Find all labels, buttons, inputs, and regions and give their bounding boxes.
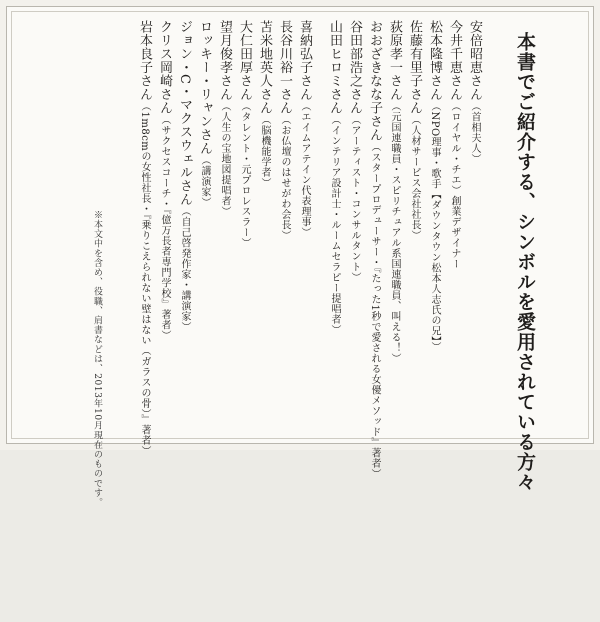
list-item-6 xyxy=(366,20,382,480)
person-name: クリス岡崎さん xyxy=(157,20,172,115)
person-description: （人材サービス会社社長） xyxy=(409,114,420,241)
person-description: （NPO理事・歌手【ダウンタウン松本人志氏の兄】） xyxy=(429,101,440,353)
person-description: （人生の宝地図提唱者） xyxy=(219,101,230,217)
list-item-1 xyxy=(466,20,482,432)
person-description: （首相夫人） xyxy=(469,101,480,164)
person-name: 喜納弘子さん xyxy=(297,20,312,101)
person-description: （お仏壇のはせがわ会長） xyxy=(279,114,290,241)
person-name: 苫米地英人さん xyxy=(257,20,272,115)
footnote: ※本文中を含め、役職、肩書などは、2013年10月現在のものです。 xyxy=(92,210,102,508)
person-name: 荻原孝一さん xyxy=(387,20,402,101)
list-item-15 xyxy=(176,20,192,432)
person-description: （1m8cmの女性社長・『乗りこえられない壁はない（ガラスの骨）』著者） xyxy=(139,101,150,457)
person-name: ロッキー・リャンさん xyxy=(197,20,212,155)
list-item-8 xyxy=(326,20,342,432)
person-name: 谷田部浩之さん xyxy=(347,20,362,115)
list-item-16 xyxy=(156,20,172,432)
list-item-3 xyxy=(426,20,442,432)
list-item-11 xyxy=(256,20,272,432)
list-item-13 xyxy=(216,20,232,432)
person-description: （インテリア設計士・ルームセラピー提唱者） xyxy=(329,114,340,335)
list-item-4 xyxy=(406,20,422,432)
person-name: 長谷川裕一さん xyxy=(277,20,292,115)
person-name: 山田ヒロミさん xyxy=(327,20,342,115)
list-item-10 xyxy=(276,20,292,432)
person-description: （アーティスト・コンサルタント） xyxy=(349,114,360,283)
list-item-12 xyxy=(236,20,252,432)
person-description: （元国連職員・スピリチュアル系国連職員、叫える！） xyxy=(389,101,400,364)
person-description: （講演家） xyxy=(199,155,210,208)
person-name: おおざきなな子さん xyxy=(367,20,382,142)
section-heading: 本書でご紹介する、シンボルを愛用されている方々 xyxy=(514,32,536,492)
person-name: ジョン・C・マクスウェルさん xyxy=(177,20,192,206)
person-name: 松本隆博さん xyxy=(427,20,442,101)
person-name: 今井千恵さん xyxy=(447,20,462,101)
person-name: 望月俊孝さん xyxy=(217,20,232,101)
list-item-17 xyxy=(136,20,152,457)
list-item-7 xyxy=(346,20,362,432)
list-item-14 xyxy=(196,20,212,432)
person-description: （サクセスコーチ・『億万長者専門学校』著者） xyxy=(159,114,170,341)
person-description: （自己啓発作家・講演家） xyxy=(179,205,190,332)
person-name: 安倍昭恵さん xyxy=(467,20,482,101)
person-description: （エイムアテイン代表理事） xyxy=(299,101,310,238)
list-item-2 xyxy=(446,20,462,432)
list-item-5 xyxy=(386,20,402,432)
person-description: （ロイヤル・チエ）創業デザイナー xyxy=(449,101,460,269)
person-description: （脳機能学者） xyxy=(259,114,270,188)
person-name: 佐藤有里子さん xyxy=(407,20,422,115)
person-name: 大仁田厚さん xyxy=(237,20,252,101)
person-name: 岩本良子さん xyxy=(137,20,152,101)
person-description: （タレント・元プロレスラー） xyxy=(239,101,250,248)
list-item-9 xyxy=(296,20,312,432)
person-description: （スタープロデューサー・『たった1秒で愛される女優メソッド』著者） xyxy=(369,141,380,480)
